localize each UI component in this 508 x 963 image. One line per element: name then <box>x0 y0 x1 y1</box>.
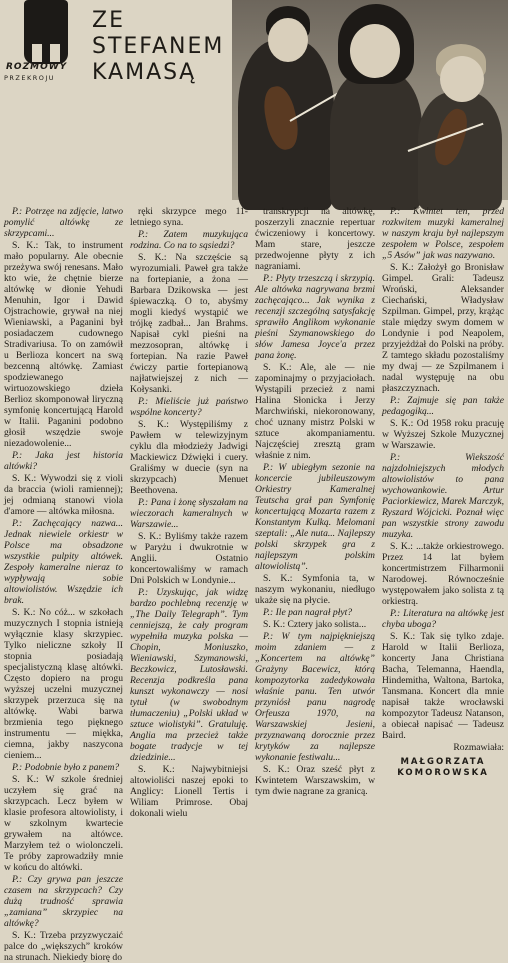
question-paragraph: P.: Wiekszość najzdolniejszych młodych altowiolistów to pana wychowankowie. Artur Paciorkiewicz, Marek Marczyk, Ryszard Wójcicki. Poznał więc pan wszystkie strony zawodu muzyka. <box>382 452 504 540</box>
photo-woman-head <box>350 24 400 78</box>
question-paragraph: P.: Płyty trzeszczą i skrzypią. Ale altówka nagrywana brzmi zachęcająco... Jak wynika z recenzji szczególną satysfakcję sprawiło Anglikom wykonanie pieśni Szymanowskiego do słów Jamesa Joyce'a przez pana żonę. <box>255 273 375 361</box>
photo-boy-head <box>440 56 484 102</box>
photo-man-head <box>268 18 308 62</box>
answer-paragraph: S. K.: Trzeba przyzwyczaić palce do „większych” kroków na strunach. Niekiedy biorę do <box>4 930 123 963</box>
question-paragraph: P.: Kwintet ten, przed rozkwitem muzyki kameralnej w naszym kraju był najlepszym zespołem w Polsce, zespołem „5 Asów” jak was nazywano. <box>382 206 504 261</box>
rozmowy-logo <box>0 0 86 100</box>
interviewer-label: Rozmawiała: <box>453 742 504 753</box>
logo-subtext: PRZEKROJU <box>4 74 56 82</box>
answer-paragraph: S. K.: Najwybitniejsi altowioliści naszej epoki to Anglicy: Lionell Tertis i Wiliam Primrose. Obaj dokonali wielu <box>130 764 248 819</box>
text-column-3 <box>255 206 375 798</box>
answer-paragraph: S. K.: Tak, to instrument mało popularny. Ale obecnie przeżywa swój renesans. Mało kto wie, że chętnie bierze altówkę w dłonie Yehudi Menuhin, Igor i Dawid Ojstrachowie, grywał na niej Wieniawski, a Paganini był posiadaczem cudownego Stradivariusa. To on zamówił u Berlioza koncert na swą bezcenną altówkę. Zamiast spodziewanego wirtuozowskiego dzieła Berlioz skomponował liryczną symfonię koncertującą Harold w Italii. Paganini podobno głosił wszędzie swoje niezadowolenie... <box>4 240 123 449</box>
answer-paragraph: S. K.: Na szczęście są wyrozumiali. Paweł gra także na fortepianie, a żona — Barbara Dzikowska — jest śpiewaczką. O to, abyśmy mogli kiedyś wystąpić we trójkę zadbał... Jan Brahms. Napisał cykl pieśni na mezzosopran, altówkę i fortepian. Na razie Paweł ćwiczy partie fortepianową najłatwiejszej z nich — Kołysanki. <box>130 252 248 395</box>
answer-paragraph: S. K.: Byliśmy także razem w Paryżu i dwukrotnie w Anglii. Ostatnio koncertowaliśmy w ramach Dni Polskich w Londynie... <box>130 531 248 586</box>
question-paragraph: P.: Podobnie było z panem? <box>12 762 120 773</box>
text-column-4 <box>382 206 504 798</box>
question-paragraph: P.: Zachęcający nazwa... Jednak niewiele orkiestr w Polsce ma obsadzone wszystkie pulpity altówek. Zespoły kameralne nieraz to wypływają sobie altowiolistów. Wszędzie ich brak. <box>4 518 123 606</box>
family-photo <box>232 0 508 200</box>
answer-paragraph: S. K.: Ale, ale — nie zapominajmy o przyjaciołach. Wystąpili przecież z nami Halina Słonicka i Jerzy Marchwiński, niekoronowany, choć uznany mistrz Polski w sztuce akompaniamentu. Najczęściej zresztą gram właśnie z nim. <box>255 362 375 461</box>
answer-paragraph: S. K.: No cóż... w szkołach muzycznych I stopnia istnieją wyłącznie klasy skrzypiec. Tylko nieliczne szkoły II stopnia posiadają specjalistyczną klasę altówki. Często dopiero na progu wyższej uczelni muzycznej skrzypek przerzuca się na altówkę. Wabi barwa brzmienia tego pięknego instrumentu — miękka, ciemna, jakby naszycona cieniem... <box>4 607 123 761</box>
question-paragraph: P.: Mieliście już państwo wspólne koncerty? <box>130 396 248 418</box>
question-paragraph: P.: Zatem muzykująca rodzina. Co na to sąsiedzi? <box>130 229 248 251</box>
logo-figure-icon <box>24 0 68 64</box>
answer-paragraph: transkrypcji na altówkę, poszerzyli znacznie repertuar ćwiczeniowy i koncertowy. Mam stare, jeszcze przedwojenne płyty z ich nagraniami. <box>255 206 375 272</box>
question-paragraph: P.: Zajmuje się pan także pedagogiką... <box>382 395 504 417</box>
question-paragraph: P.: W tym najpiękniejszą moim zdaniem — z „Koncertem na altówkę” Grażyny Bacewicz, którą kompozytorka zadedykowała właśnie panu. Ten utwór przyniósł panu nagrodę Orfeusza 1970, na Warszawskiej Jesieni, przyznawaną dorocznie przez krytyków za najlepsze wykonanie festiwalu... <box>255 631 375 763</box>
answer-paragraph: S. K.: Symfonia ta, w naszym wykonaniu, niedługo ukaże się na płycie. <box>255 573 375 606</box>
answer-paragraph: S. K.: Wywodzi się z violi da braccia (wioli ramiennej); jej odmianą stanowi viola d'amore — altówka miłosna. <box>4 473 123 517</box>
text-column-2 <box>130 206 248 819</box>
answer-paragraph: S. K.: W szkole średniej uczyłem się grać na skrzypcach. Lecz byłem w klasie profesora altowiolisty, i w szkolnym kwartecie grywałem na altówce. Marzyłem też o wiolonczeli. Te próby zaprowadziły mnie w końcu do altówki. <box>4 774 123 873</box>
question-paragraph: P.: Ile pan nagrał płyt? <box>263 607 353 618</box>
answer-paragraph: S. K.: Cztery jako solista... <box>263 619 367 630</box>
question-paragraph: P.: W ubiegłym sezonie na koncercie jubileuszowym Orkiestry Kameralnej Teutscha grał pan Symfonię koncertującą Mozarta razem z Konstantym Kulką. Melomani szeptali: „Ale nuta... Najlepszy polski skrzypek gra z najlepszym polskim altowiolistą”. <box>255 462 375 572</box>
question-paragraph: P.: Pana i żonę słyszałam na wieczorach kameralnych w Warszawie... <box>130 497 248 530</box>
question-paragraph: P.: Jaka jest historia altówki? <box>4 450 123 472</box>
question-paragraph: P.: Literatura na altówkę jest chyba uboga? <box>382 608 504 630</box>
answer-paragraph: S. K.: Tak się tylko zdaje. Harold w Italii Berlioza, koncerty Jana Christiana Bacha, Telemanna, Haendla, Hindemitha, Waltona, Bartoka, Tansmana. Koncert dla mnie napisał także wrocławski kompozytor Tadeusz Natanson, a obiecał napisać — Tadeusz Baird. <box>382 631 504 741</box>
answer-paragraph: S. K.: Od 1958 roku pracuję w Wyższej Szkole Muzycznej w Warszawie. <box>382 418 504 451</box>
photo-woman <box>330 70 422 210</box>
title-line-1: ZE <box>92 8 125 33</box>
header <box>0 0 508 208</box>
article-title <box>92 8 232 86</box>
question-paragraph: P.: Potrzęe na zdjęcie, latwo pomylić altówkę ze skrzypcami... <box>4 206 123 239</box>
title-line-2: STEFANEM <box>92 34 225 59</box>
answer-paragraph: S. K.: Założył go Bronisław Gimpel. Grali: Tadeusz Wroński, Aleksander Ciechański, Władysław Szpilman. Gimpel, przy, krążąc stale między swym domem w Londynie i pod Neapolem, przyjeżdżał do Polski na próby. Z tamtego składu pozostaliśmy my dwaj — ze Szpilmanem i nadal występuję na obu płaszczyznach. <box>382 262 504 394</box>
answer-paragraph: S. K.: ...także orkiestrowego. Przez 14 lat byłem koncertmistrzem Filharmonii Narodowej. Równocześnie występowałem jako solista z tą orkiestrą. <box>382 541 504 607</box>
answer-paragraph: S. K.: Oraz sześć płyt z Kwintetem Warszawskim, w tym dwie nagrane za granicą. <box>255 764 375 797</box>
title-line-3: KAMASĄ <box>92 60 197 85</box>
question-paragraph: P.: Uzyskując, jak widzę bardzo pochlebną recenzję w „The Daily Telegraph”. Tym cenniejszą, że cały program wypełniła muzyka polska — Chopin, Moniuszko, Wieniawski, Szymanowski, Beczkowicz, Lutosławski. Recenzja podkreśla pana kunszt wykonawczy — nosi tytuł (w swobodnym tłumaczeniu) „Polski układ w sztuce wiolistyki”. Gratuluję. Anglia ma przecież także bogate tradycje w tej dziedzinie... <box>130 587 248 763</box>
answer-paragraph: S. K.: Występiliśmy z Pawłem w telewizyjnym cyklu dla młodzieży Jadwigi Mackiewicz Dźwięki i cuery. Graliśmy w duecie (syn na skrzypcach) Menuet Beethovena. <box>130 419 248 496</box>
text-column-1 <box>4 206 123 963</box>
question-paragraph: P.: Czy grywa pan jeszcze czasem na skrzypcach? Czy dużą trudność sprawia „zamiana” skrzypiec na altówkę? <box>4 874 123 929</box>
interviewer-name: MAŁGORZATA KOMOROWSKA <box>397 757 489 778</box>
answer-paragraph: ręki skrzypce mego 11-letniego syna. <box>130 206 248 228</box>
logo-text: ROZMOWY <box>6 62 68 72</box>
